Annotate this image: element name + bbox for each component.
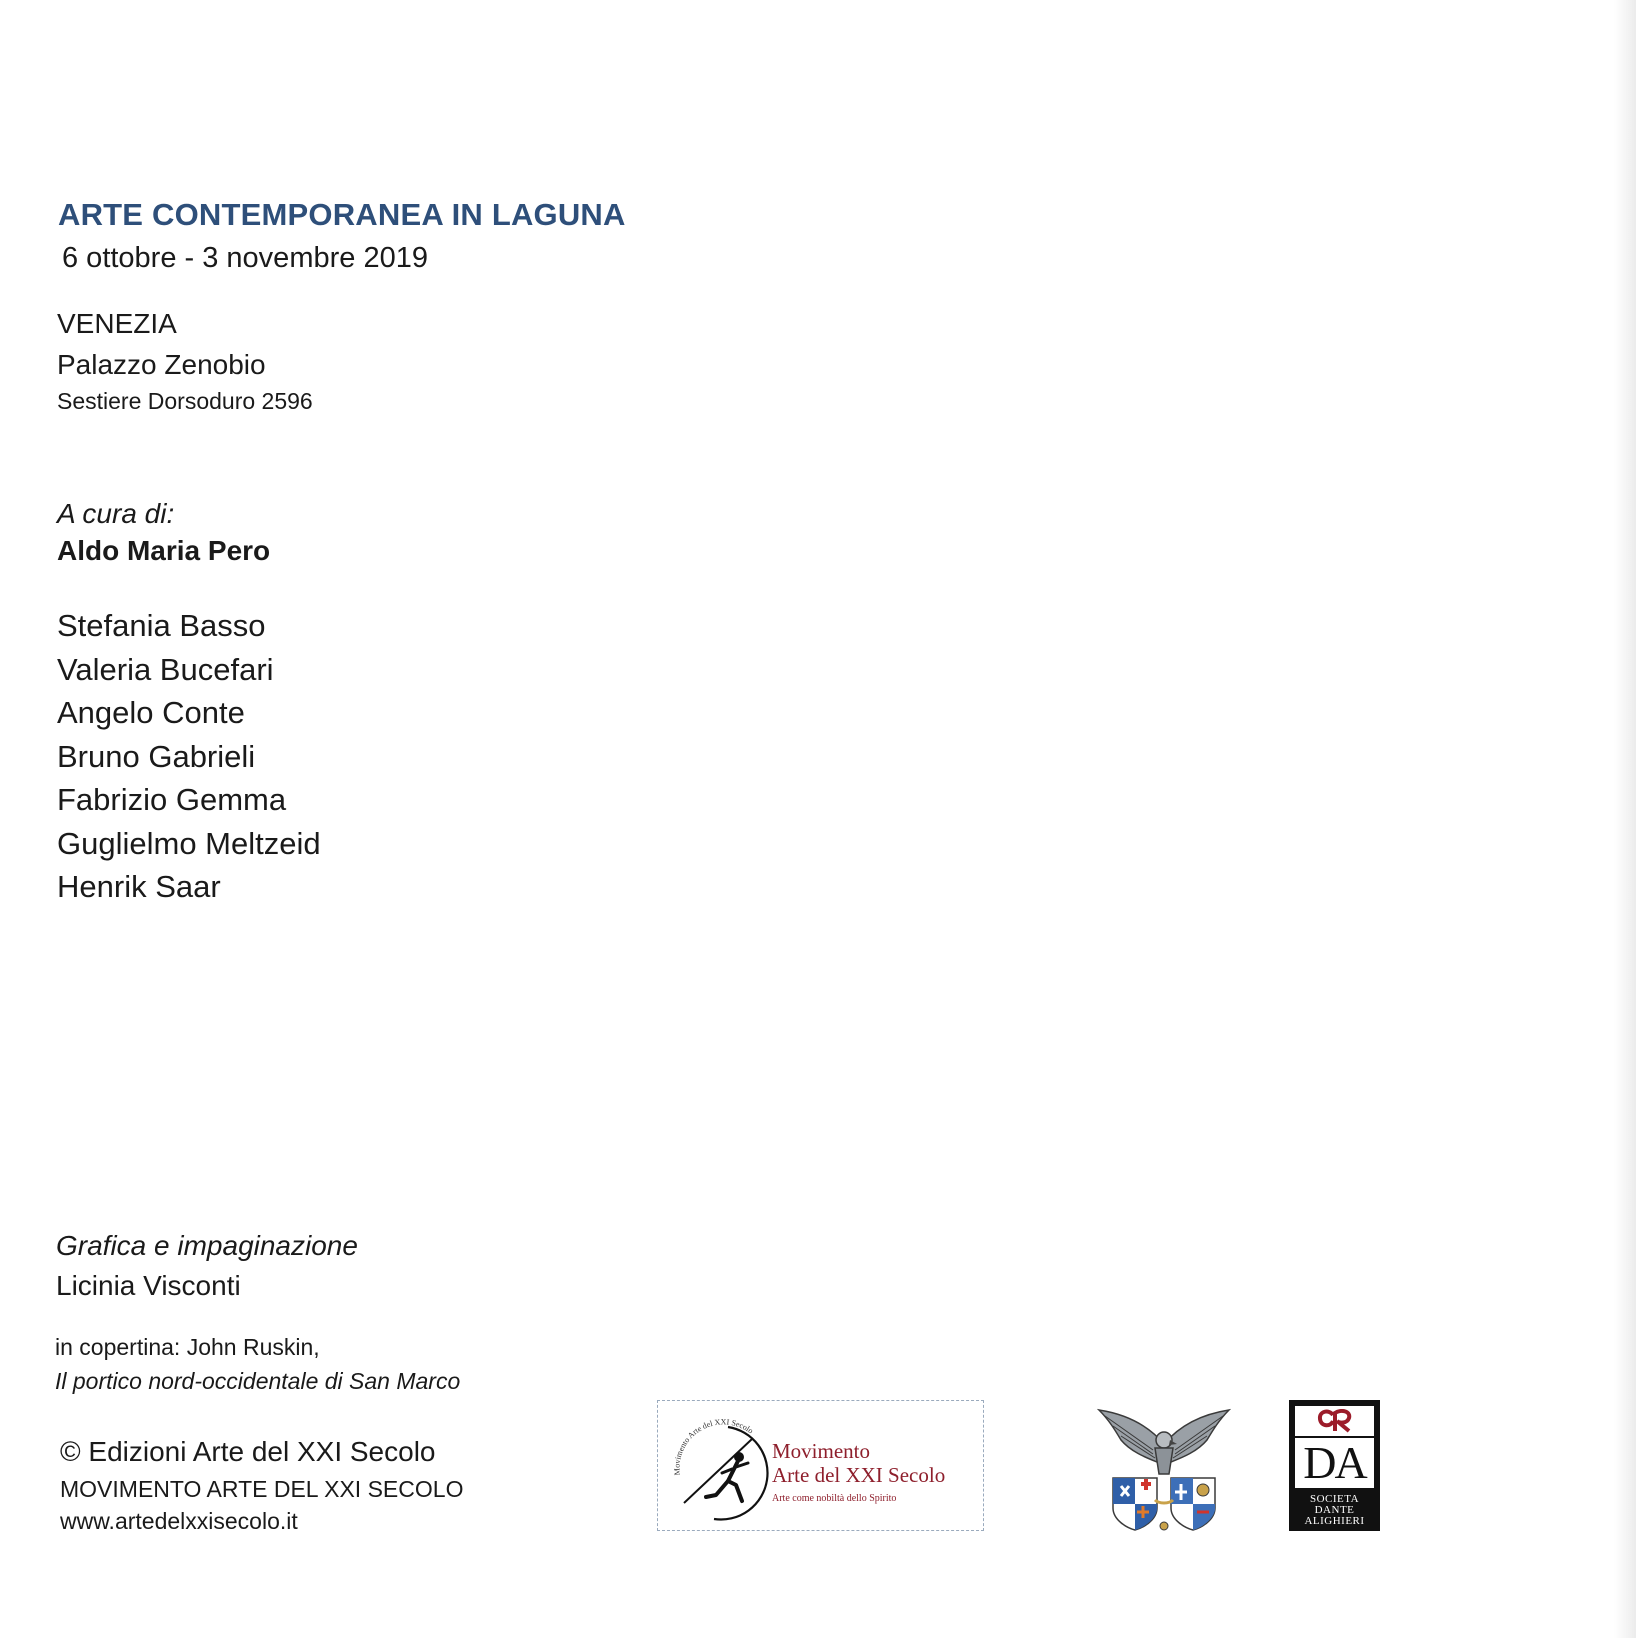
monogram-icon [1317,1409,1353,1433]
page-edge-shadow [1614,0,1636,1638]
dante-caption-line: SOCIETA [1309,1493,1360,1505]
artist-item: Angelo Conte [57,695,245,730]
website-link[interactable]: www.artedelxxisecolo.it [60,1508,298,1534]
cover-credit: in copertina: John Ruskin, [55,1334,320,1360]
exhibition-title: ARTE CONTEMPORANEA IN LAGUNA [58,197,626,232]
dante-caption-line: ALIGHIERI [1304,1515,1365,1527]
copyright: © Edizioni Arte del XXI Secolo [60,1436,436,1467]
venue: Palazzo Zenobio [57,349,266,380]
artist-item: Stefania Basso [57,608,266,643]
dante-alighieri-logo [1289,1400,1380,1531]
eagle-coat-of-arms-icon [1097,1404,1231,1539]
city: VENEZIA [57,308,177,339]
venue-address: Sestiere Dorsoduro 2596 [57,388,313,414]
graphics-designer: Licinia Visconti [56,1270,241,1301]
artist-item: Bruno Gabrieli [57,738,256,774]
movimento-logo-tagline: Arte come nobiltà dello Spirito [772,1493,897,1504]
graphics-label: Grafica e impaginazione [56,1230,358,1261]
artist-list [57,604,321,909]
dante-caption [1293,1494,1376,1527]
dante-letters: DA [1295,1438,1374,1488]
curated-by-label: A cura di: [57,498,175,529]
movimento-logo-line1: Movimento [772,1439,870,1463]
artist-item: Valeria Bucefari [57,651,274,687]
artist-item: Guglielmo Meltzeid [57,825,321,861]
curator-name: Aldo Maria Pero [57,535,271,566]
svg-text:Movimento Arte del XXI Secolo: Movimento Arte del XXI Secolo [672,1417,755,1476]
movement-name: MOVIMENTO ARTE DEL XXI SECOLO [60,1476,464,1502]
cover-artwork-title: Il portico nord-occidentale di San Marco [55,1368,461,1394]
exhibition-dates: 6 ottobre - 3 novembre 2019 [62,242,428,274]
dante-monogram [1295,1406,1374,1436]
artist-item: Fabrizio Gemma [57,782,287,817]
javelin-thrower-icon [666,1411,770,1523]
dante-caption-line: DANTE [1314,1504,1355,1516]
movimento-logo-line2: Arte del XXI Secolo [772,1463,946,1487]
movimento-logo [657,1400,984,1531]
artist-item: Henrik Saar [57,869,221,904]
